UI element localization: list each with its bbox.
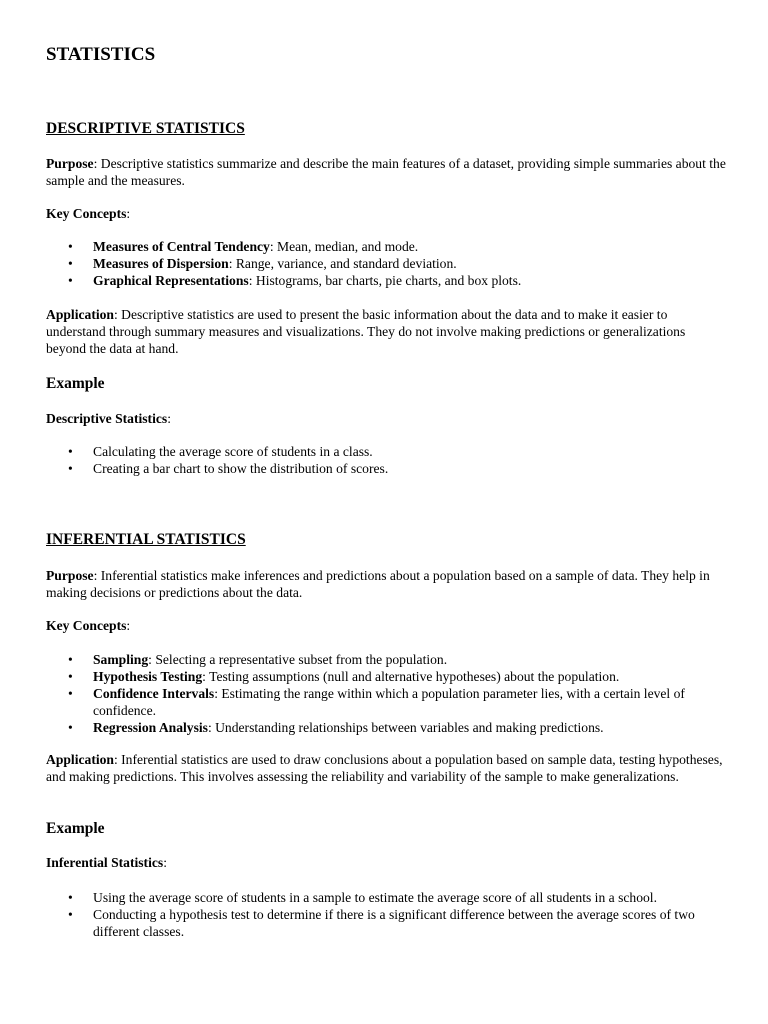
descriptive-application-label: Application bbox=[46, 307, 114, 322]
list-item bbox=[46, 719, 726, 736]
inferential-example-label-line bbox=[46, 854, 726, 871]
descriptive-example-heading: Example bbox=[46, 375, 105, 392]
descriptive-application bbox=[46, 306, 726, 357]
descriptive-application-text: : Descriptive statistics are used to present the basic information about the data and to make it easier to understand through summary measures and visualizations. They do not involve making predictions or generalizations beyond the data at hand. bbox=[46, 307, 686, 356]
concept-text: : Estimating the range within which a population parameter lies, with a certain level of confidence. bbox=[93, 686, 685, 718]
list-item: • Conducting a hypothesis test to determine if there is a significant difference between the average scores of two different classes. bbox=[46, 906, 726, 940]
list-item bbox=[46, 255, 726, 272]
concept-text: : Testing assumptions (null and alternative hypotheses) about the population. bbox=[202, 669, 620, 684]
descriptive-purpose bbox=[46, 155, 726, 189]
inferential-purpose bbox=[46, 567, 726, 601]
inferential-key-concepts-colon: : bbox=[126, 618, 131, 633]
descriptive-purpose-text: : Descriptive statistics summarize and describe the main features of a dataset, providing simple summaries about the sample and the measures. bbox=[46, 156, 726, 188]
concept-term: Measures of Dispersion bbox=[93, 256, 229, 271]
inferential-application-label: Application bbox=[46, 752, 114, 767]
list-item: • Calculating the average score of students in a class. bbox=[46, 443, 726, 460]
inferential-heading: INFERENTIAL STATISTICS bbox=[46, 531, 246, 548]
concept-text: : Selecting a representative subset from the population. bbox=[148, 652, 448, 667]
inferential-example-label: Inferential Statistics bbox=[46, 855, 164, 870]
inferential-purpose-label: Purpose bbox=[46, 568, 94, 583]
list-item: • Using the average score of students in a sample to estimate the average score of all students in a school. bbox=[46, 889, 726, 906]
concept-text: : Histograms, bar charts, pie charts, and box plots. bbox=[248, 273, 522, 288]
descriptive-examples-list bbox=[46, 443, 726, 477]
concept-term: Graphical Representations bbox=[93, 273, 249, 288]
concept-text: : Mean, median, and mode. bbox=[269, 239, 419, 254]
concept-text: : Understanding relationships between variables and making predictions. bbox=[207, 720, 604, 735]
descriptive-concepts-list bbox=[46, 238, 726, 289]
list-item bbox=[46, 668, 726, 685]
concept-term: Confidence Intervals bbox=[93, 686, 215, 701]
inferential-concepts-list bbox=[46, 651, 726, 736]
concept-term: Sampling bbox=[93, 652, 149, 667]
list-item bbox=[46, 685, 726, 719]
inferential-application bbox=[46, 751, 726, 785]
descriptive-example-label-line bbox=[46, 410, 726, 427]
descriptive-key-concepts-colon: : bbox=[126, 206, 131, 221]
concept-term: Regression Analysis bbox=[93, 720, 208, 735]
list-item bbox=[46, 238, 726, 255]
inferential-application-text: : Inferential statistics are used to draw conclusions about a population based on sample data, testing hypotheses, and making predictions. This involves assessing the reliability and variability of the sample to make generalizations. bbox=[46, 752, 723, 784]
descriptive-example-label: Descriptive Statistics bbox=[46, 411, 168, 426]
document-title: STATISTICS bbox=[46, 44, 156, 65]
inferential-key-concepts bbox=[46, 617, 726, 634]
inferential-key-concepts-label: Key Concepts bbox=[46, 618, 127, 633]
inferential-examples-list bbox=[46, 889, 726, 940]
descriptive-purpose-label: Purpose bbox=[46, 156, 94, 171]
inferential-example-colon: : bbox=[163, 855, 167, 870]
list-item bbox=[46, 272, 726, 289]
inferential-example-heading: Example bbox=[46, 820, 105, 837]
descriptive-heading: DESCRIPTIVE STATISTICS bbox=[46, 120, 245, 137]
concept-term: Measures of Central Tendency bbox=[93, 239, 270, 254]
concept-text: : Range, variance, and standard deviation. bbox=[228, 256, 457, 271]
concept-term: Hypothesis Testing bbox=[93, 669, 203, 684]
descriptive-key-concepts bbox=[46, 205, 726, 222]
descriptive-key-concepts-label: Key Concepts bbox=[46, 206, 127, 221]
inferential-purpose-text: : Inferential statistics make inferences and predictions about a population based on a sample of data. They help in making decisions or predictions about the data. bbox=[46, 568, 710, 600]
descriptive-example-colon: : bbox=[167, 411, 171, 426]
list-item bbox=[46, 651, 726, 668]
list-item: • Creating a bar chart to show the distribution of scores. bbox=[46, 460, 726, 477]
